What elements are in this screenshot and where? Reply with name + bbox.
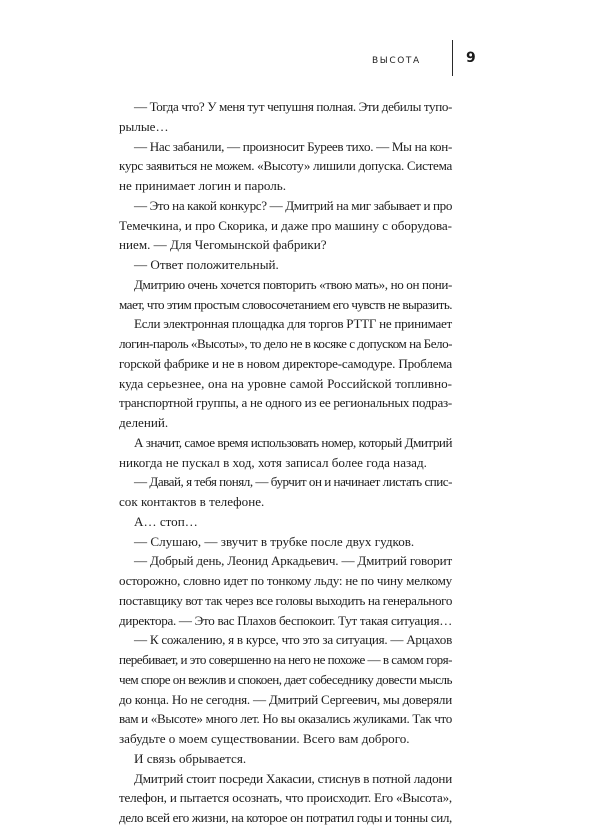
body-text <box>119 97 452 828</box>
text-line: — Нас забанили, — произносит Буреев тихо. — Мы на кон- <box>134 138 452 154</box>
text-line: А значит, самое время использовать номер, который Дмитрий <box>134 434 452 450</box>
text-line: Дмитрию очень хочется повторить «твою мать», но он пони- <box>134 276 452 292</box>
text-line: телефон, и пытается осознать, что происходит. Его «Высота», <box>119 790 452 806</box>
text-line: транспортной группы, а не одного из ее региональных подраз- <box>119 395 452 411</box>
text-line: Дмитрий стоит посреди Хакасии, стиснув в потной ладони <box>134 770 452 786</box>
text-line: куда серьезнее, она на уровне самой Российской топливно- <box>119 375 452 391</box>
text-line: рылые… <box>119 118 169 134</box>
text-line: чем споре он вежлив и спокоен, дает собеседнику довести мысль <box>119 671 452 687</box>
running-title: ВЫСОТА <box>372 56 421 66</box>
text-line: — Ответ положительный. <box>134 257 279 272</box>
text-line: осторожно, словно идет по тонкому льду: не по чину мелкому <box>119 573 452 588</box>
text-line: забудьте о моем существовании. Всего вам доброго. <box>119 731 410 746</box>
text-line: нием. — Для Чегомынской фабрики? <box>119 237 327 253</box>
text-line: — К сожалению, я в курсе, что это за ситуация. — Арцахов <box>134 632 452 648</box>
text-line: — Это на какой конкурс? — Дмитрий на миг забывает и про <box>134 197 452 213</box>
text-line: директора. — Это вас Плахов беспокоит. Тут такая ситуация… <box>119 612 452 628</box>
text-line: А… стоп… <box>134 513 198 529</box>
text-line: не принимает логин и пароль. <box>119 178 287 193</box>
text-line: до конца. Но не сегодня. — Дмитрий Сергеевич, мы доверяли <box>119 691 452 707</box>
text-line: горской фабрике и не в новом директоре-самодуре. Проблема <box>119 355 452 371</box>
text-line: мает, что этим простым словосочетанием его чувств не выразить. <box>119 296 452 312</box>
text-line: логин-пароль «Высоты», то дело не в косяке с допуском на Бело- <box>119 336 452 351</box>
page-number: 9 <box>466 50 476 66</box>
text-line: сок контактов в телефоне. <box>119 494 265 509</box>
text-line: вам и «Высоте» много лет. Но вы оказались жуликами. Так что <box>119 711 452 727</box>
text-line: делений. <box>119 415 169 430</box>
text-line: поставщику вот так через все головы выходить на генерального <box>119 592 452 608</box>
text-line: — Слушаю, — звучит в трубке после двух гудков. <box>134 533 415 549</box>
text-line: — Тогда что? У меня тут чепушня полная. Эти дебилы тупо- <box>134 99 452 114</box>
text-line: Темечкина, и про Скорика, и даже про машину с оборудова- <box>119 217 452 233</box>
text-line: никогда не пускал в ход, хотя записал более года назад. <box>119 454 427 470</box>
text-line: дело всей его жизни, на которое он потратил годы и тонны сил, <box>119 810 452 825</box>
text-line: Если электронная площадка для торгов РТТГ не принимает <box>134 316 452 332</box>
text-line: курс заявиться не можем. «Высоту» лишили допуска. Система <box>119 158 452 174</box>
text-line: перебивает, и это совершенно на него не похоже — в самом горя- <box>119 652 452 667</box>
header-divider <box>452 40 453 76</box>
text-line: И связь обрывается. <box>134 750 247 766</box>
text-line: — Давай, я тебя понял, — бурчит он и начинает листать спис- <box>134 474 452 490</box>
text-line: — Добрый день, Леонид Аркадьевич. — Дмитрий говорит <box>134 553 452 569</box>
